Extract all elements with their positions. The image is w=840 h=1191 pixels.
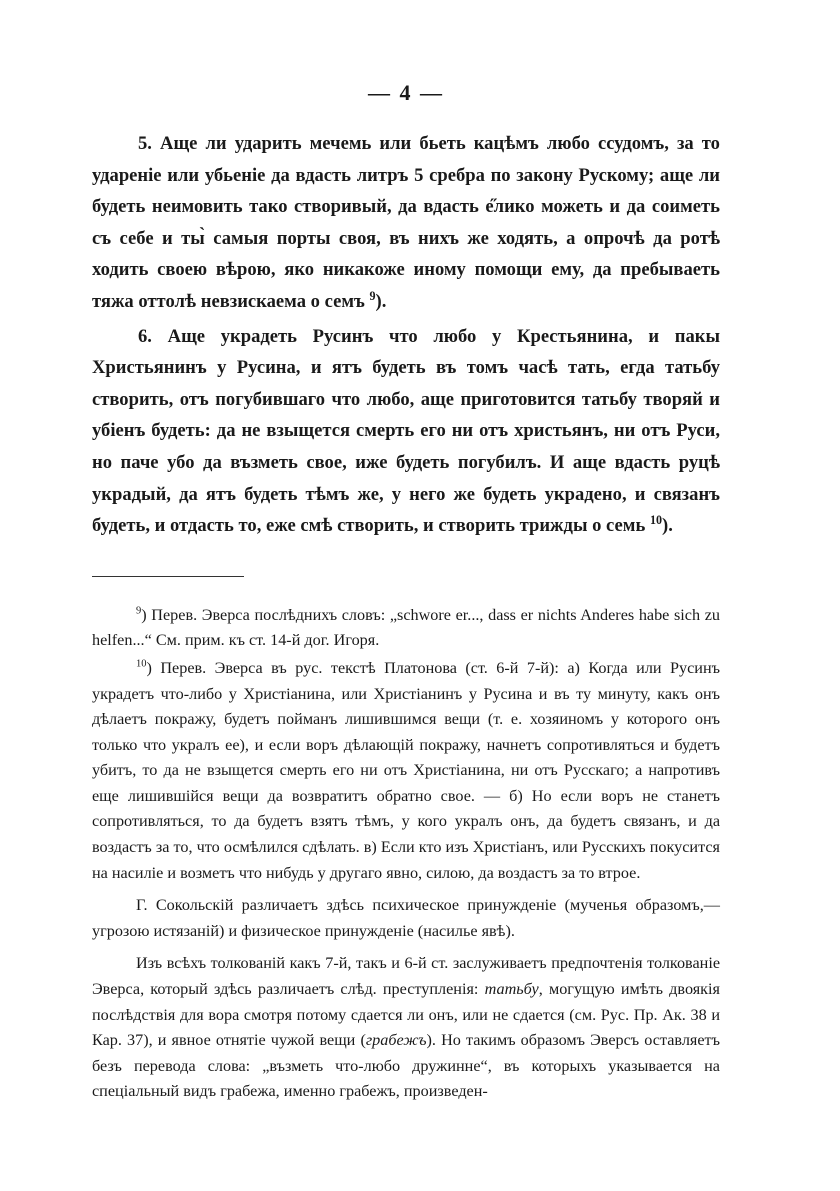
- article-text: Аще украдеть Русинъ что любо у Крестьянина, и пакы Христьянинъ у Русина, и ятъ будеть въ томъ часѣ тать, егда татьбу створить, отъ погубившаго что любо, аще приготовится татьбу творяй и убіенъ будеть: да не взыщется смерть его ни отъ христьянъ, ни отъ Руси, но паче убо да възметь свое, иже будеть погубилъ. И аще вдасть руцѣ украдый, да ятъ будеть тѣмъ же, у него же будеть украдено, и связанъ будеть, и отдасть то, еже смѣ створить, и створить трижды о семь: [92, 325, 720, 537]
- emphasized-term: грабежъ: [365, 1031, 427, 1050]
- page-number: — 4 —: [368, 80, 444, 105]
- article-number: 6.: [138, 325, 152, 347]
- emphasized-term: татьбу: [484, 980, 539, 999]
- main-text: [92, 128, 720, 542]
- footnote-ref[interactable]: 10: [649, 512, 663, 527]
- article-text: Аще ли ударить мечемь или бьеть кацѣмъ любо ссудомъ, за то удареніе или убьеніе да вдасть литръ 5 сребра по закону Рускому; аще ли будеть неимовить тако створивый, да вдасть е̋лико можеть и да соиметь съ себе и ты̀ самыя порты своя, въ нихъ же ходять, а опрочѣ да ротѣ ходить своею вѣрою, яко никакоже иному помощи ему, да пребываеть тяжа оттолѣ невзискаема о семъ: [92, 133, 720, 312]
- commentary-sokolsky: [92, 893, 720, 944]
- article-tail: ).: [662, 515, 673, 537]
- article-number: 5.: [138, 133, 152, 154]
- footnote-text: ) Перев. Эверса послѣднихъ словъ: „schwore er..., dass er nichts Anderes habe sich zu helfen...“ См. прим. къ ст. 14-й дог. Игоря.: [92, 605, 720, 650]
- article-5: [92, 128, 720, 318]
- commentary-text-part: ). Но такимъ образомъ Эверсъ оставляетъ безъ перевода слова: „възметь что-любо дружинне“, въ которыхъ указывается на спеціальный видъ грабежа, именно грабежъ, произведен-: [92, 1031, 720, 1101]
- footnote-text: ) Перев. Эверса въ рус. текстѣ Платонова (ст. 6-й 7-й): а) Когда или Русинъ украдетъ что-либо у Христіанина, или Христіанинъ у Русина и въ ту минуту, какъ онъ дѣлаетъ покражу, будетъ пойманъ лишившимся вещи (т. е. хозяиномъ у которого онъ только что укралъ ее), и если воръ дѣлающій покражу, начнетъ сопротивляться и будетъ убитъ, то да не взыщется смерть его ни отъ Христіанина, ни отъ Русскаго; а напротивъ еще лишившійся вещи да возвратитъ обратно свое. — б) Но если воръ не станетъ сопротивляться, то да будетъ взятъ тѣмъ, у кого укралъ онъ, да будетъ связанъ, и да воздастъ за то, что осмѣлился сдѣлать. в) Если кто изъ Христіанъ, или Русскихъ покусится на насиліе и возметъ что нибудь у другаго явно, силою, да воздастъ за то втрое.: [92, 658, 720, 882]
- footnotes: [92, 603, 720, 1105]
- article-tail: ).: [375, 290, 387, 312]
- footnote-marker: 10: [136, 658, 147, 670]
- commentary-evers: [92, 951, 720, 1105]
- commentary-text: Г. Сокольскій различаетъ здѣсь психическое принужденіе (мученья образомъ,—угрозою истязаній) и физическое принужденіе (насилье явѣ).: [92, 896, 720, 940]
- footnote-marker: 9: [136, 605, 142, 617]
- book-page: [92, 80, 720, 1105]
- footnote-divider: [92, 576, 244, 577]
- footnote-9: [92, 603, 720, 654]
- commentary-text-part: , могущую имѣть двоякія послѣдствія для вора смотря потому сдается ли онъ, или не сдается (см. Рус. Пр. Ак. 38 и Кар. 37), и явное отнятіе чужой вещи (: [92, 980, 720, 1050]
- article-6: [92, 321, 720, 542]
- footnote-10: [92, 656, 720, 886]
- footnote-ref[interactable]: 9: [369, 288, 376, 303]
- commentary-text-part: Изъ всѣхъ толкованій какъ 7-й, такъ и 6-й ст. заслуживаетъ предпочтенія толкованіе Эверса, который здѣсь различаетъ слѣд. преступленія:: [92, 954, 720, 999]
